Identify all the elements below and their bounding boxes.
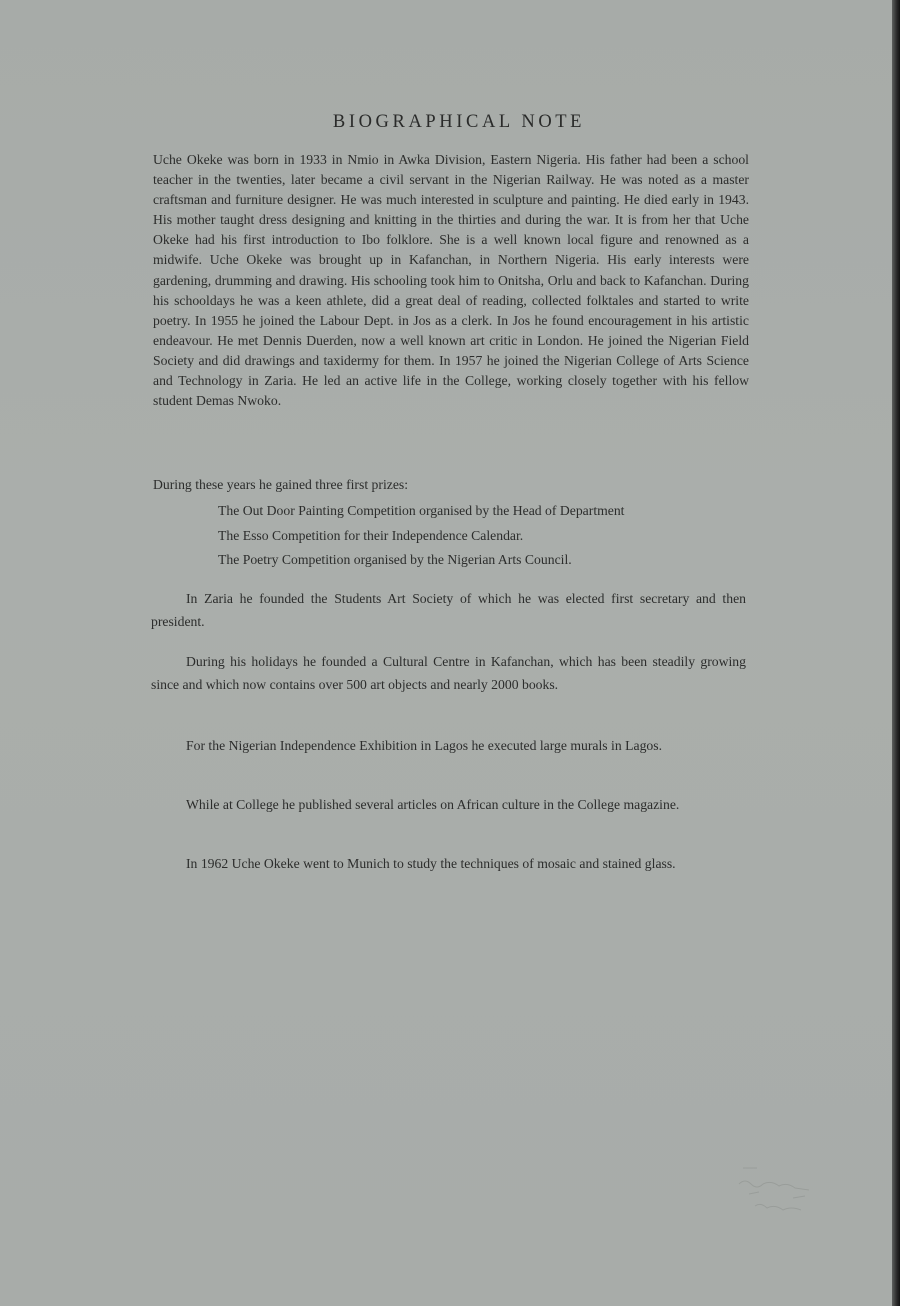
page-edge-shadow xyxy=(892,0,900,1306)
page-title: BIOGRAPHICAL NOTE xyxy=(332,112,586,132)
prizes-intro: During these years he gained three first prizes: xyxy=(153,477,409,492)
cultural-centre-paragraph: During his holidays he founded a Cultural Centre in Kafanchan, which has been steadily growing since and which now contains over 500 art objects and nearly 2000 books. xyxy=(151,654,746,692)
munich-paragraph: In 1962 Uche Okeke went to Munich to study the techniques of mosaic and stained glass. xyxy=(186,856,676,871)
prize-item: The Esso Competition for their Independence Calendar. xyxy=(218,527,524,543)
students-art-society-paragraph: In Zaria he founded the Students Art Society of which he was elected first secretary and then president. xyxy=(151,591,746,629)
prize-item: The Poetry Competition organised by the Nigerian Arts Council. xyxy=(218,552,572,567)
faded-stamp xyxy=(735,1162,815,1222)
biography-paragraph: Uche Okeke was born in 1933 in Nmio in Awka Division, Eastern Nigeria. His father had been a school teacher in the twenties, later became a civil servant in the Nigerian Railway. He was noted as a master craftsman and furniture designer. He was much interested in sculpture and painting. He died early in 1943. His mother taught dress designing and knitting in the thirties and during the war. It is from her that Uche Okeke had his first introduction to Ibo folklore. She is a well known local figure and renowned as a midwife. Uche Okeke was brought up in Kafanchan, in Northern Nigeria. His early interests were gardening, drumming and drawing. His schooling took him to Onitsha, Orlu and back to Kafanchan. During his schooldays he was a keen athlete, did a great deal of reading, collected folktales and started to write poetry. In 1955 he joined the Labour Dept. in Jos as a clerk. In Jos he found encouragement in his artistic endeavour. He met Dennis Duerden, now a well known art critic in London. He joined the Nigerian Field Society and did drawings and taxidermy for them. In 1957 he joined the Nigerian College of Arts Science and Technology in Zaria. He led an active life in the College, working closely together with his fellow student Demas Nwoko. xyxy=(153,152,749,409)
prizes-list xyxy=(218,499,625,573)
independence-exhibition-paragraph: For the Nigerian Independence Exhibition in Lagos he executed large murals in Lagos. xyxy=(186,738,663,753)
college-articles-paragraph: While at College he published several articles on African culture in the College magazine. xyxy=(186,797,680,812)
prize-item: The Out Door Painting Competition organised by the Head of Department xyxy=(218,503,625,518)
